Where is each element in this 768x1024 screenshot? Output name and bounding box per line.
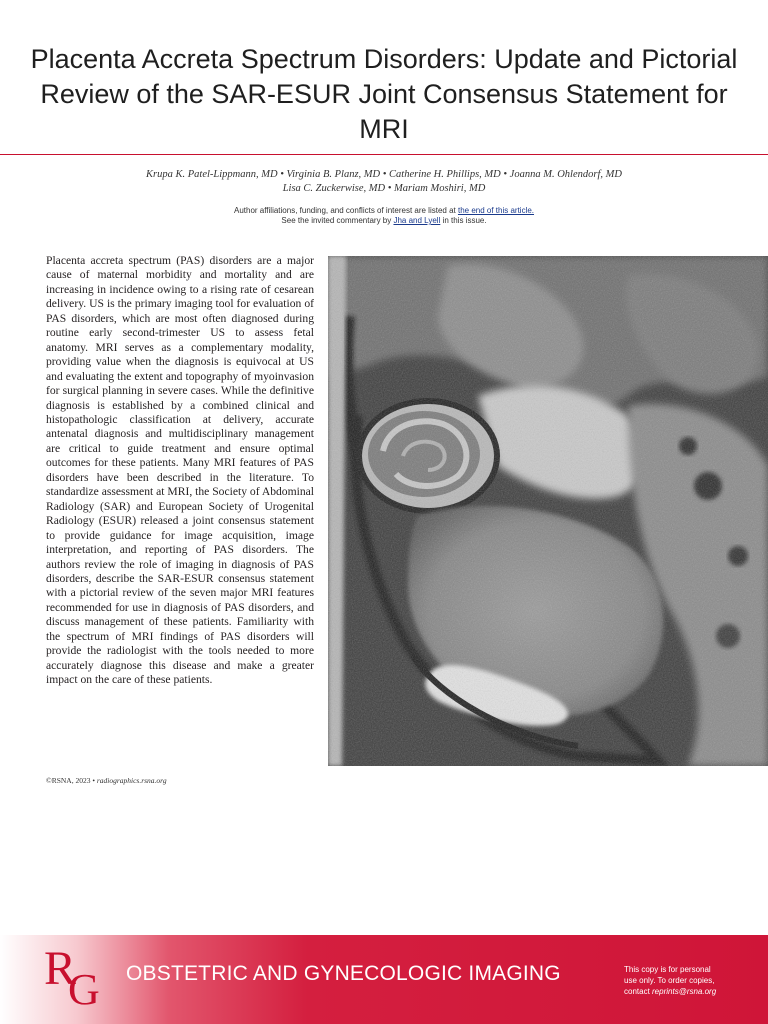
journal-site[interactable]: radiographics.rsna.org: [96, 776, 167, 785]
notice-line-2: use only. To order copies,: [624, 976, 715, 985]
end-of-article-link[interactable]: the end of this article.: [457, 206, 535, 215]
logo-letter-g: G: [68, 965, 100, 1008]
mri-image-graphic: [328, 256, 768, 766]
copy-notice: [624, 964, 744, 997]
commentary-link[interactable]: Jha and Lyell: [393, 216, 441, 225]
header-rule: [0, 154, 768, 155]
notice-line-3: [624, 986, 744, 997]
commentary-suffix: in this issue.: [440, 216, 487, 225]
notice-prefix: contact: [624, 987, 653, 996]
affiliations-prefix: Author affiliations, funding, and conflicts of interest are listed at: [233, 206, 458, 215]
authors-line-2: Lisa C. Zuckerwise, MD • Mariam Moshiri, MD: [282, 183, 486, 194]
reprints-email-link[interactable]: reprints@rsna.org: [652, 987, 717, 996]
radiographics-logo: [42, 940, 112, 1008]
author-list: [60, 168, 708, 196]
commentary-line: [60, 216, 708, 226]
mri-image: [328, 256, 768, 766]
copyright-text: ©RSNA, 2023 •: [46, 776, 97, 785]
article-title: Placenta Accreta Spectrum Disorders: Update and Pictorial Review of the SAR-ESUR Joint Consensus Statement for MRI: [30, 44, 738, 144]
notice-line-1: This copy is for personal: [624, 965, 711, 974]
authors-line-1: Krupa K. Patel-Lippmann, MD • Virginia B. Planz, MD • Catherine H. Phillips, MD • Joanna M. Ohlendorf, MD: [146, 169, 622, 180]
commentary-prefix: See the invited commentary by: [281, 216, 394, 225]
abstract-text: Placenta accreta spectrum (PAS) disorders are a major cause of maternal morbidity and mortality and are increasing in incidence owing to a rising rate of cesarean delivery. US is the primary imaging tool for evaluation of PAS disorders, which are most often diagnosed during routine early second-trimester US to assess fetal anatomy. MRI serves as a complementary modality, providing value when the diagnosis is equivocal at US and evaluating the extent and topography of myoinvasion for surgical planning in severe cases. While the definitive diagnosis is established by a combined clinical and histopathologic classification at delivery, accurate antenatal diagnosis and multidisciplinary management are critical to guide treatment and ensure optimal outcomes for these patients. Many MRI features of PAS disorders have been described in the literature. To standardize assessment at MRI, the Society of Abdominal Radiology (SAR) and European Society of Urogenital Radiology (ESUR) released a joint consensus statement to provide guidance for image acquisition, image interpretation, and reporting of PAS disorders. The authors review the role of imaging in diagnosis of PAS disorders, describe the SAR-ESUR consensus statement with a pictorial review of the seven major MRI features recommended for use in diagnosis of PAS disorders, and discuss management of these patients. Familiarity with the spectrum of MRI findings of PAS disorders will provide the radiologist with the tools needed to more accurately diagnose this disease and make a greater impact on the care of these patients.: [46, 254, 314, 687]
affiliations-note: [60, 206, 708, 226]
affiliations-line: [60, 206, 708, 216]
section-title: OBSTETRIC AND GYNECOLOGIC IMAGING: [126, 962, 561, 985]
copyright-line: [46, 776, 314, 785]
logo-letter-r: R: [44, 942, 77, 995]
